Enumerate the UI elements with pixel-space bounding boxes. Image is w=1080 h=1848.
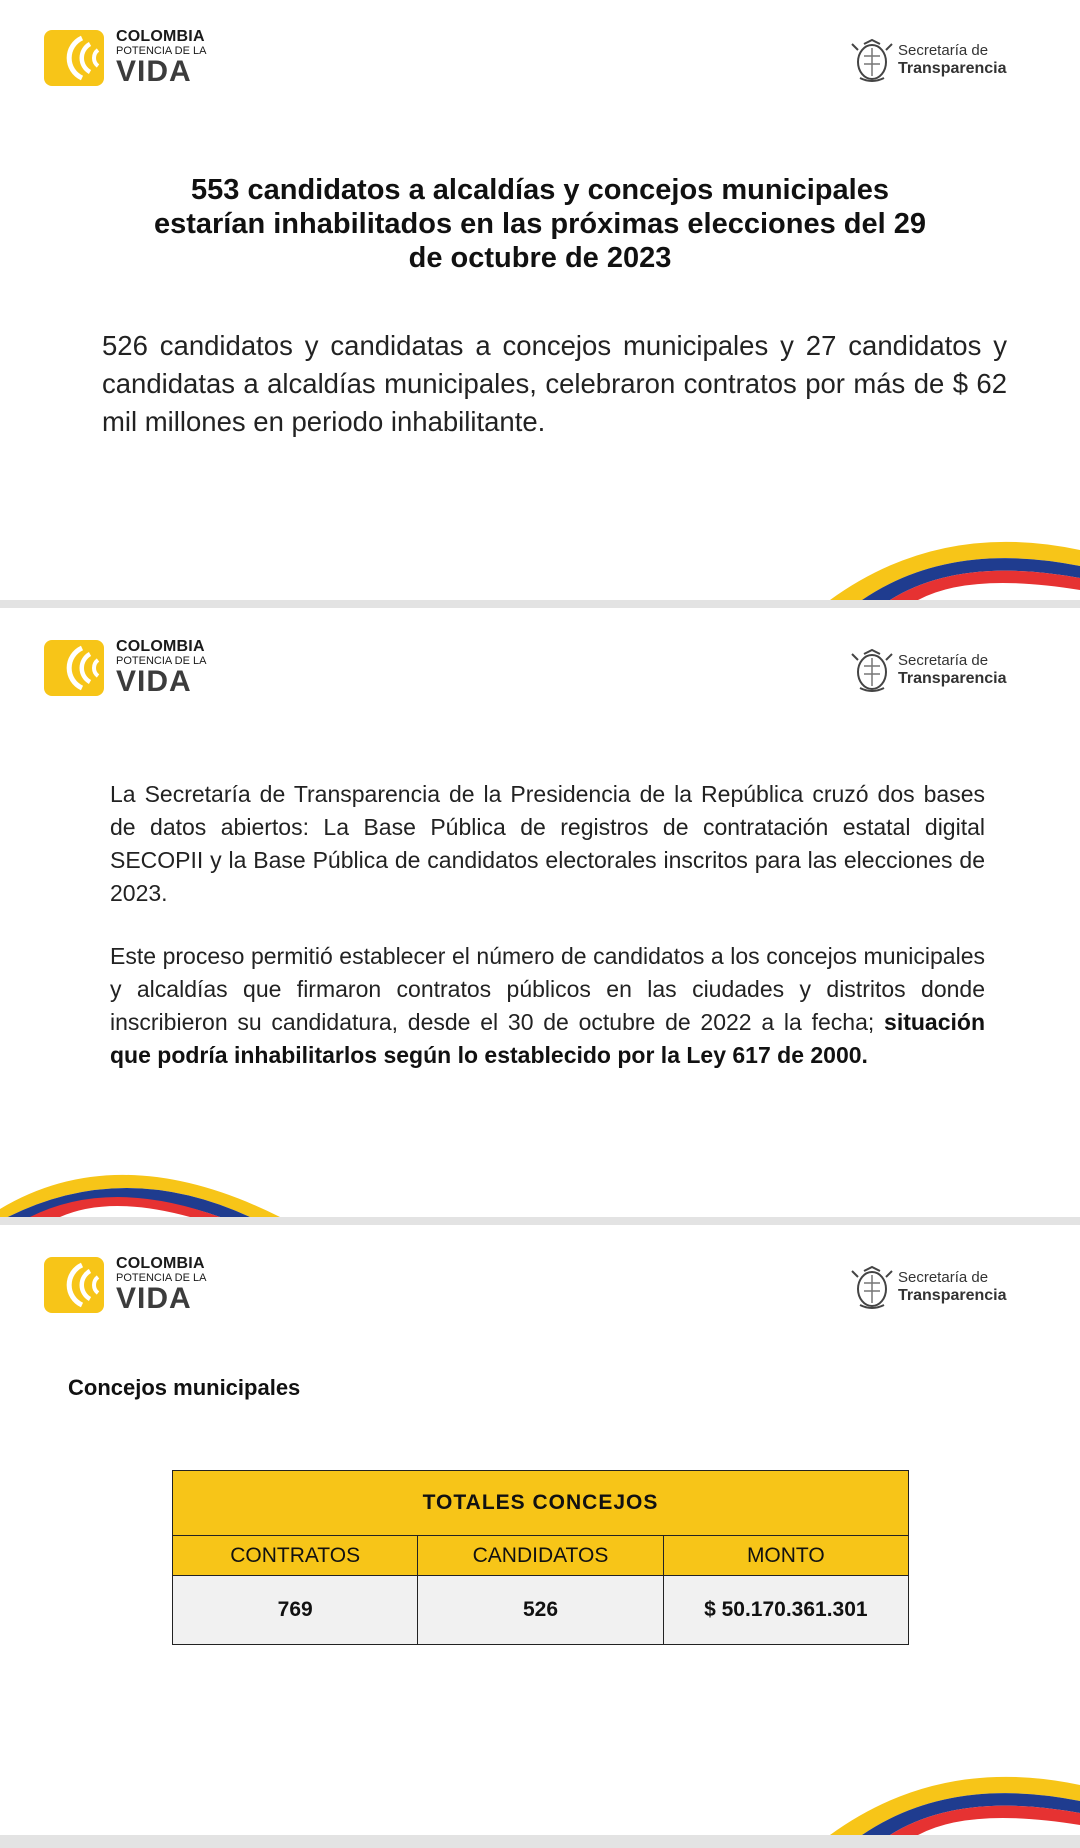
flag-wave-decoration-icon	[0, 1147, 290, 1217]
cell-monto: $ 50.170.361.301	[663, 1576, 908, 1645]
transparencia-text: Transparencia	[898, 670, 1007, 687]
cpv-logo-mark-icon	[44, 30, 104, 86]
logo-colombia-text: COLOMBIA	[116, 28, 205, 45]
logo-potencia-text: POTENCIA DE LA	[116, 1272, 207, 1284]
logo-vida-text: VIDA	[116, 665, 192, 698]
cpv-logo-mark-icon	[44, 640, 104, 696]
secretaria-transparencia-logo	[850, 648, 1032, 696]
colombia-potencia-vida-logo	[44, 1255, 224, 1315]
slide-headline	[0, 0, 1080, 600]
logo-potencia-text: POTENCIA DE LA	[116, 655, 207, 667]
colombia-potencia-vida-logo	[44, 28, 224, 88]
section-title: Concejos municipales	[68, 1375, 301, 1400]
secretaria-text: Secretaría de	[898, 652, 989, 669]
title-line-2: estarían inhabilitados en las próximas elecciones del 29	[153, 208, 927, 240]
secretaria-text: Secretaría de	[898, 42, 989, 59]
cpv-logo-mark-icon	[44, 1257, 104, 1313]
methodology-paragraph: La Secretaría de Transparencia de la Presidencia de la República cruzó dos bases de datos abiertos: La Base Pública de registros de contratación estatal digital SECOPII y la Base Pública de candidatos electorales inscritos para las elecciones de 2023.	[110, 781, 985, 906]
slide-methodology	[0, 610, 1080, 1217]
logo-vida-text: VIDA	[116, 55, 192, 88]
lead-paragraph: 526 candidatos y candidatas a concejos municipales y 27 candidatos y candidatas a alcaldías municipales, celebraron contratos por más de $ 62 mil millones en periodo inhabilitante.	[102, 330, 1007, 437]
cell-contratos: 769	[173, 1576, 418, 1645]
findings-emphasis: situación que podría inhabilitarlos según lo establecido por la Ley 617 de 2000.	[110, 1009, 985, 1068]
slide-separator	[0, 600, 1080, 608]
transparencia-text: Transparencia	[898, 1287, 1007, 1304]
colombia-potencia-vida-logo	[44, 638, 224, 698]
findings-paragraph	[110, 940, 985, 1072]
slide-separator	[0, 1217, 1080, 1225]
logo-vida-text: VIDA	[116, 1282, 192, 1315]
table-column-headers	[173, 1536, 909, 1576]
column-header-candidatos: CANDIDATOS	[418, 1536, 663, 1576]
secretaria-text: Secretaría de	[898, 1269, 989, 1286]
column-header-contratos: CONTRATOS	[173, 1536, 418, 1576]
coat-of-arms-icon	[850, 648, 894, 694]
table-header: TOTALES CONCEJOS	[173, 1471, 909, 1536]
flag-wave-decoration-icon	[820, 530, 1080, 600]
coat-of-arms-icon	[850, 38, 894, 84]
slide-separator	[0, 1835, 1080, 1848]
secretaria-transparencia-logo	[850, 1265, 1032, 1313]
findings-text: Este proceso permitió establecer el número de candidatos a los concejos municipales y alcaldías que firmaron contratos públicos en las ciudades y distritos donde inscribieron su candidatura, desde el 30 de octubre de 2022 a la fecha;	[110, 943, 985, 1035]
secretaria-transparencia-logo	[850, 38, 1032, 86]
logo-colombia-text: COLOMBIA	[116, 638, 205, 655]
title-line-3: de octubre de 2023	[408, 242, 672, 274]
title-line-1: 553 candidatos a alcaldías y concejos municipales	[191, 174, 889, 206]
table-row	[173, 1576, 909, 1645]
transparencia-text: Transparencia	[898, 60, 1007, 77]
cell-candidatos: 526	[418, 1576, 663, 1645]
totals-table	[172, 1470, 909, 1645]
page-title	[90, 173, 990, 275]
column-header-monto: MONTO	[663, 1536, 908, 1576]
flag-wave-decoration-icon	[820, 1765, 1080, 1835]
logo-potencia-text: POTENCIA DE LA	[116, 45, 207, 57]
logo-colombia-text: COLOMBIA	[116, 1255, 205, 1272]
coat-of-arms-icon	[850, 1265, 894, 1311]
slide-totals	[0, 1227, 1080, 1835]
